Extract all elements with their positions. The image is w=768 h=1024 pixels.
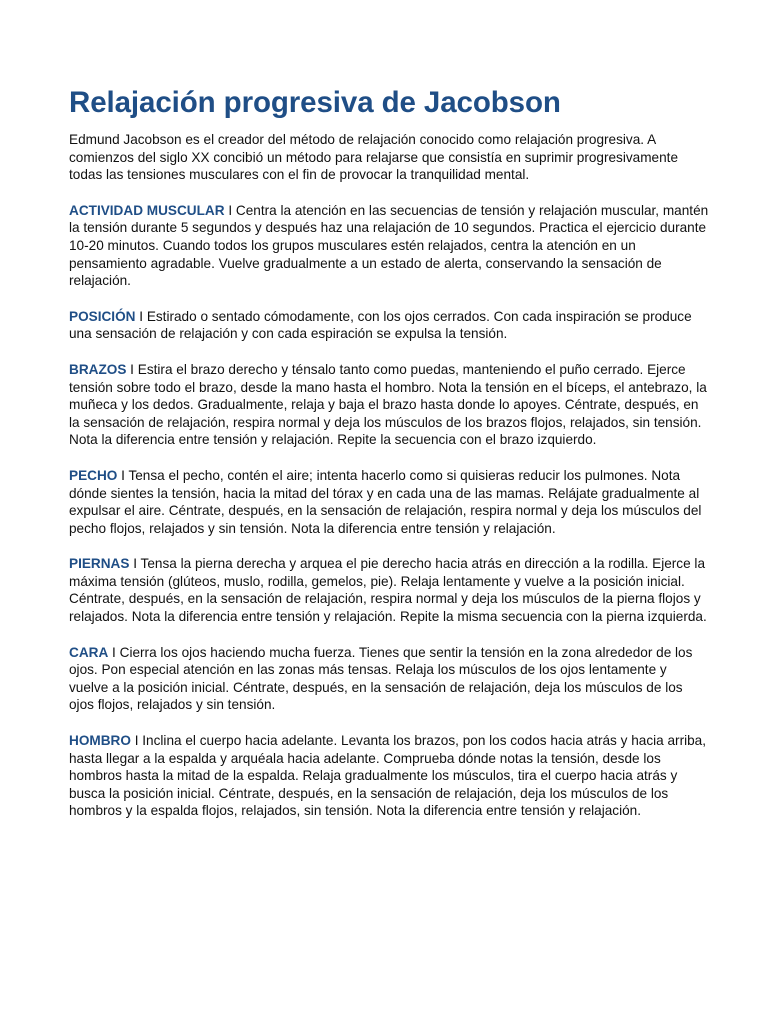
- section-separator: I: [126, 361, 138, 377]
- section-heading: PIERNAS: [69, 556, 130, 572]
- section-cara: [69, 644, 709, 714]
- section-text: Tensa la pierna derecha y arquea el pie derecho hacia atrás en dirección a la rodilla. Ejerce la máxima tensión (glúteos, muslo, rodilla, gemelos, pie). Relaja lentamente y vuelve a la posición inicial. Céntrate, después, en la sensación de relajación, respira normal y deja los músculos de la pierna flojos y relajados. Nota la diferencia entre tensión y relajación. Repite la misma secuencia con la pierna izquierda.: [69, 556, 707, 625]
- intro-paragraph: Edmund Jacobson es el creador del método de relajación conocido como relajación progresiva. A comienzos del siglo XX concibió un método para relajarse que consistía en suprimir progresivamente todas las tensiones musculares con el fin de provocar la tranquilidad mental.: [69, 132, 679, 183]
- section-heading: PECHO: [69, 467, 118, 483]
- section-heading: CARA: [69, 644, 109, 660]
- section-text: Tensa el pecho, contén el aire; intenta hacerlo como si quisieras reducir los pulmones. Nota dónde sientes la tensión, hacia la mitad del tórax y en cada una de las mamas. Relájate gradualmente al expulsar el aire. Céntrate, después, en la sensación de relajación, respira normal y deja los músculos del pecho flojos, relajados y sin tensión. Nota la diferencia entre tensión y relajación.: [69, 467, 702, 536]
- section-text: Centra la atención en las secuencias de tensión y relajación muscular, mantén la tensión durante 5 segundos y después haz una relajación de 10 segundos. Practica el ejercicio durante 10-20 minutos. Cuando todos los grupos musculares estén relajados, centra la atención en un pensamiento agradable. Vuelve gradualmente a un estado de alerta, conservando la sensación de relajación.: [69, 202, 709, 289]
- section-heading: HOMBRO: [69, 733, 131, 749]
- section-brazos: [69, 361, 709, 449]
- section-posicion: [69, 308, 709, 343]
- section-piernas: [69, 555, 709, 625]
- section-text: Cierra los ojos haciendo mucha fuerza. Tienes que sentir la tensión en la zona alrededor de los ojos. Pon especial atención en las zonas más tensas. Relaja los músculos de los ojos lentamente y vuelve a la posición inicial. Céntrate, después, en la sensación de relajación, deja los músculos de los ojos flojos, relajados y sin tensión.: [69, 644, 693, 713]
- section-hombro: [69, 732, 709, 820]
- section-actividad-muscular: [69, 202, 709, 290]
- section-separator: I: [108, 644, 120, 660]
- section-text: Inclina el cuerpo hacia adelante. Levanta los brazos, pon los codos hacia atrás y hacia arriba, hasta llegar a la espalda y arquéala hacia adelante. Comprueba dónde notas la tensión, desde los hombros hasta la mitad de la espalda. Relaja gradualmente los músculos, tira el cuerpo hacia atrás y busca la posición inicial. Céntrate, después, en la sensación de relajación, deja los músculos de los hombros y la espalda flojos, relajados, sin tensión. Nota la diferencia entre tensión y relajación.: [69, 733, 707, 819]
- section-separator: I: [130, 733, 143, 749]
- section-text: Estira el brazo derecho y ténsalo tanto como puedas, manteniendo el puño cerrado. Ejerce tensión sobre todo el brazo, desde la mano hasta el hombro. Nota la tensión en el bíceps, el antebrazo, la muñeca y los dedos. Gradualmente, relaja y baja el brazo hasta donde lo apoyes. Céntrate, después, en la sensación de relajación, respira normal y deja los músculos de los brazos flojos, relajados, sin tensión. Nota la diferencia entre tensión y relajación. Repite la secuencia con el brazo izquierdo.: [69, 361, 707, 448]
- section-separator: I: [224, 202, 236, 218]
- section-separator: I: [129, 556, 141, 572]
- section-pecho: [69, 467, 709, 537]
- document-page: [69, 84, 709, 838]
- section-heading: BRAZOS: [69, 361, 127, 377]
- section-separator: I: [135, 308, 147, 324]
- section-heading: ACTIVIDAD MUSCULAR: [69, 202, 225, 218]
- section-heading: POSICIÓN: [69, 308, 136, 324]
- section-separator: I: [117, 467, 129, 483]
- section-text: Estirado o sentado cómodamente, con los ojos cerrados. Con cada inspiración se produce una sensación de relajación y con cada espiración se expulsa la tensión.: [69, 308, 692, 342]
- document-title: Relajación progresiva de Jacobson: [69, 86, 561, 119]
